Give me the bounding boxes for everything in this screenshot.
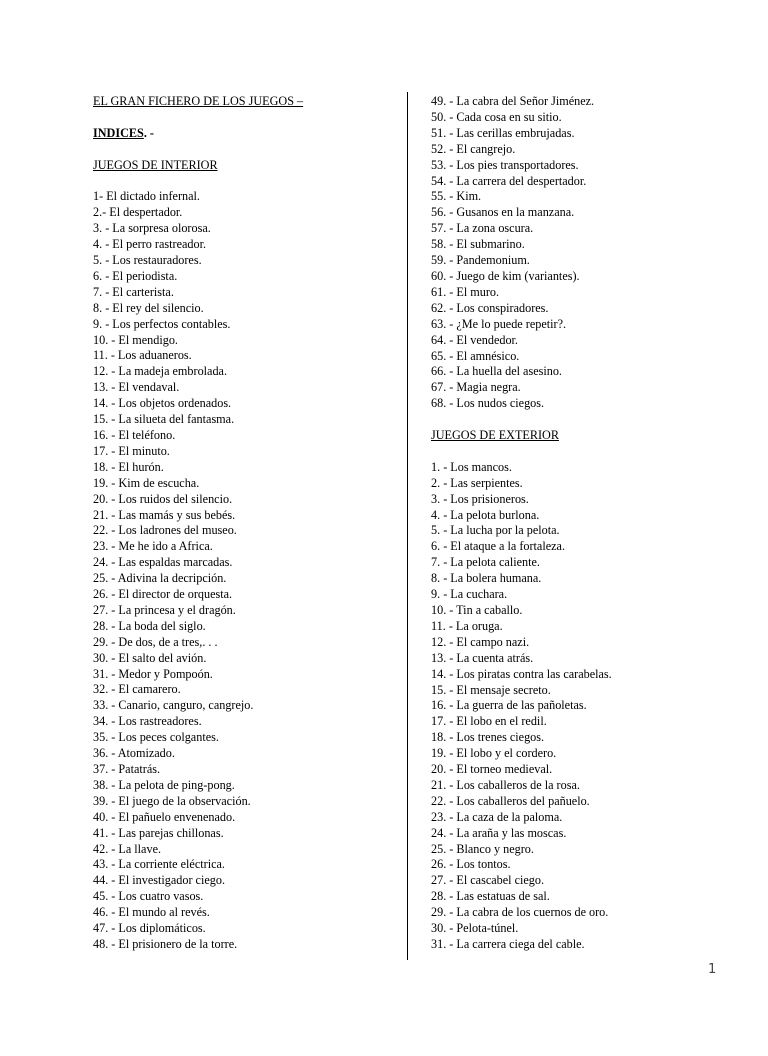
list-item: 18. - El hurón. bbox=[93, 459, 164, 474]
list-item: 11. - Los aduaneros. bbox=[93, 348, 192, 363]
list-item: 54. - La carrera del despertador. bbox=[431, 173, 587, 188]
list-item: 19. - Kim de escucha. bbox=[93, 475, 200, 490]
list-item: 9. - La cuchara. bbox=[431, 587, 508, 602]
list-item: 42. - La llave. bbox=[93, 841, 162, 856]
list-item: 53. - Los pies transportadores. bbox=[431, 157, 579, 172]
list-item: 34. - Los rastreadores. bbox=[93, 714, 202, 729]
list-item: 1. - Los mancos. bbox=[431, 459, 512, 474]
list-item: 24. - Las espaldas marcadas. bbox=[93, 555, 233, 570]
list-item: 57. - La zona oscura. bbox=[431, 221, 534, 236]
list-item: 12. - El campo nazi. bbox=[431, 634, 530, 649]
list-item: 46. - El mundo al revés. bbox=[93, 905, 210, 920]
list-item: 15. - El mensaje secreto. bbox=[431, 682, 551, 697]
list-item: 64. - El vendedor. bbox=[431, 332, 518, 347]
list-item: 43. - La corriente eléctrica. bbox=[93, 857, 225, 872]
list-item: 23. - Me he ido a Africa. bbox=[93, 539, 213, 554]
list-item: 17. - El minuto. bbox=[93, 443, 170, 458]
document-title: EL GRAN FICHERO DE LOS JUEGOS – bbox=[93, 94, 304, 108]
list-item: 37. - Patatrás. bbox=[93, 762, 161, 777]
exterior-list bbox=[431, 460, 731, 953]
interior-list-part1 bbox=[93, 189, 403, 953]
list-item: 7. - El carterista. bbox=[93, 284, 174, 299]
list-item: 22. - Los caballeros del pañuelo. bbox=[431, 793, 590, 808]
list-item: 4. - El perro rastreador. bbox=[93, 237, 207, 252]
list-item: 25. - Blanco y negro. bbox=[431, 841, 534, 856]
exterior-heading: JUEGOS DE EXTERIOR bbox=[431, 428, 559, 443]
list-item: 3. - Los prisioneros. bbox=[431, 491, 529, 506]
list-item: 61. - El muro. bbox=[431, 284, 500, 299]
indices-heading bbox=[93, 126, 403, 142]
interior-heading: JUEGOS DE INTERIOR bbox=[93, 157, 218, 172]
list-item: 14. - Los objetos ordenados. bbox=[93, 396, 232, 411]
list-item: 9. - Los perfectos contables. bbox=[93, 316, 231, 331]
list-item: 24. - La araña y las moscas. bbox=[431, 825, 567, 840]
list-item: 30. - Pelota-túnel. bbox=[431, 921, 519, 936]
list-item: 6. - El periodista. bbox=[93, 268, 178, 283]
list-item: 33. - Canario, canguro, cangrejo. bbox=[93, 698, 254, 713]
list-item: 21. - Los caballeros de la rosa. bbox=[431, 777, 580, 792]
list-item: 28. - La boda del siglo. bbox=[93, 618, 206, 633]
list-item: 55. - Kim. bbox=[431, 189, 482, 204]
list-item: 58. - El submarino. bbox=[431, 237, 525, 252]
list-item: 59. - Pandemonium. bbox=[431, 253, 530, 268]
list-item: 29. - La cabra de los cuernos de oro. bbox=[431, 905, 609, 920]
list-item: 7. - La pelota caliente. bbox=[431, 555, 540, 570]
list-item: 67. - Magia negra. bbox=[431, 380, 521, 395]
indices-label: INDICES bbox=[93, 125, 144, 140]
list-item: 68. - Los nudos ciegos. bbox=[431, 396, 545, 411]
list-item: 5. - Los restauradores. bbox=[93, 253, 202, 268]
list-item: 56. - Gusanos en la manzana. bbox=[431, 205, 575, 220]
list-item: 41. - Las parejas chillonas. bbox=[93, 825, 224, 840]
list-item: 5. - La lucha por la pelota. bbox=[431, 523, 560, 538]
list-item: 20. - Los ruidos del silencio. bbox=[93, 491, 233, 506]
list-item: 38. - La pelota de ping-pong. bbox=[93, 777, 235, 792]
list-item: 21. - Las mamás y sus bebés. bbox=[93, 507, 236, 522]
list-item: 13. - El vendaval. bbox=[93, 380, 180, 395]
list-item: 13. - La cuenta atrás. bbox=[431, 650, 534, 665]
list-item: 31. - La carrera ciega del cable. bbox=[431, 937, 585, 951]
list-item: 40. - El pañuelo envenenado. bbox=[93, 809, 236, 824]
list-item: 15. - La silueta del fantasma. bbox=[93, 412, 235, 427]
list-item: 26. - Los tontos. bbox=[431, 857, 511, 872]
list-item: 65. - El amnésico. bbox=[431, 348, 520, 363]
list-item: 29. - De dos, de a tres,. . . bbox=[93, 634, 218, 649]
list-item: 16. - El teléfono. bbox=[93, 427, 176, 442]
list-item: 8. - La bolera humana. bbox=[431, 571, 542, 586]
list-item: 45. - Los cuatro vasos. bbox=[93, 889, 204, 904]
list-item: 51. - Las cerillas embrujadas. bbox=[431, 125, 575, 140]
list-item: 25. - Adivina la decripción. bbox=[93, 571, 227, 586]
list-item: 23. - La caza de la paloma. bbox=[431, 809, 563, 824]
list-item: 32. - El camarero. bbox=[93, 682, 181, 697]
list-item: 20. - El torneo medieval. bbox=[431, 762, 553, 777]
list-item: 19. - El lobo y el cordero. bbox=[431, 746, 557, 761]
list-item: 36. - Atomizado. bbox=[93, 746, 175, 761]
list-item: 27. - El cascabel ciego. bbox=[431, 873, 545, 888]
list-item: 18. - Los trenes ciegos. bbox=[431, 730, 545, 745]
list-item: 44. - El investigador ciego. bbox=[93, 873, 225, 888]
list-item: 10. - El mendigo. bbox=[93, 332, 178, 347]
column-divider bbox=[407, 92, 408, 960]
list-item: 49. - La cabra del Señor Jiménez. bbox=[431, 94, 595, 108]
list-item: 27. - La princesa y el dragón. bbox=[93, 602, 236, 617]
list-item: 16. - La guerra de las pañoletas. bbox=[431, 698, 587, 713]
list-item: 66. - La huella del asesino. bbox=[431, 364, 562, 379]
list-item: 17. - El lobo en el redil. bbox=[431, 714, 547, 729]
list-item: 63. - ¿Me lo puede repetir?. bbox=[431, 316, 567, 331]
list-item: 11. - La oruga. bbox=[431, 618, 503, 633]
list-item: 2. - Las serpientes. bbox=[431, 475, 523, 490]
list-item: 6. - El ataque a la fortaleza. bbox=[431, 539, 565, 554]
list-item: 48. - El prisionero de la torre. bbox=[93, 936, 238, 951]
list-item: 10. - Tin a caballo. bbox=[431, 602, 523, 617]
list-item: 60. - Juego de kim (variantes). bbox=[431, 268, 580, 283]
list-item: 2.- El despertador. bbox=[93, 205, 183, 220]
list-item: 50. - Cada cosa en su sitio. bbox=[431, 109, 562, 124]
page-number: 1 bbox=[708, 962, 717, 977]
list-item: 30. - El salto del avión. bbox=[93, 650, 207, 665]
right-column bbox=[431, 94, 731, 953]
list-item: 3. - La sorpresa olorosa. bbox=[93, 221, 211, 236]
list-item: 4. - La pelota burlona. bbox=[431, 507, 540, 522]
list-item: 1- El dictado infernal. bbox=[93, 189, 200, 204]
left-column bbox=[93, 94, 403, 953]
list-item: 35. - Los peces colgantes. bbox=[93, 730, 219, 745]
list-item: 12. - La madeja embrolada. bbox=[93, 364, 228, 379]
list-item: 28. - Las estatuas de sal. bbox=[431, 889, 550, 904]
list-item: 14. - Los piratas contra las carabelas. bbox=[431, 666, 612, 681]
list-item: 62. - Los conspiradores. bbox=[431, 300, 549, 315]
indices-suffix: . - bbox=[143, 125, 154, 140]
list-item: 22. - Los ladrones del museo. bbox=[93, 523, 237, 538]
list-item: 31. - Medor y Pompoón. bbox=[93, 666, 213, 681]
list-item: 39. - El juego de la observación. bbox=[93, 793, 251, 808]
list-item: 8. - El rey del silencio. bbox=[93, 300, 204, 315]
interior-list-part2 bbox=[431, 94, 731, 412]
list-item: 52. - El cangrejo. bbox=[431, 141, 516, 156]
list-item: 47. - Los diplomáticos. bbox=[93, 921, 206, 936]
list-item: 26. - El director de orquesta. bbox=[93, 587, 233, 602]
